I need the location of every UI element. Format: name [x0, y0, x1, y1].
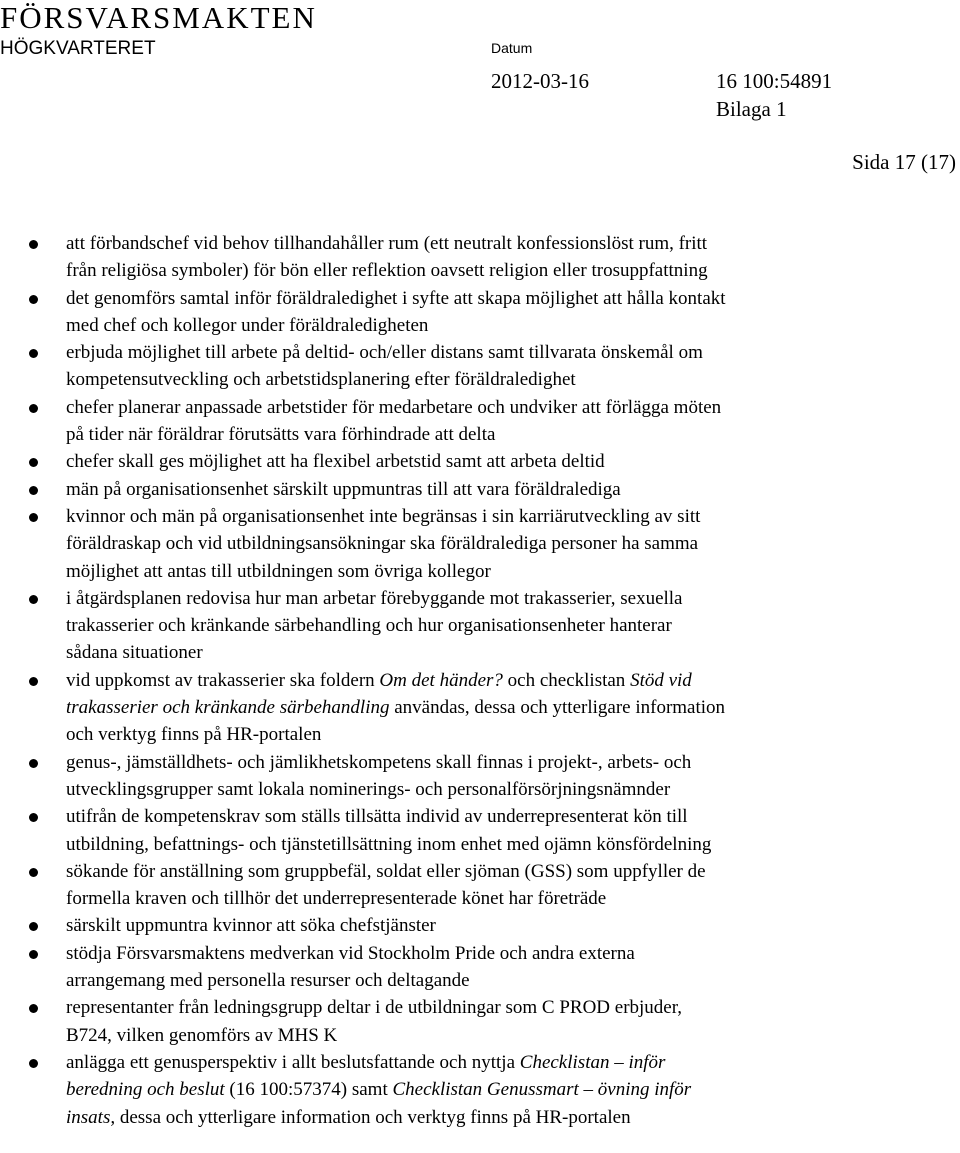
list-item-line	[66, 1104, 960, 1131]
list-item-line	[66, 940, 960, 967]
italic-text: insats,	[66, 1106, 116, 1128]
list-item-line	[66, 558, 960, 585]
text-run: kompetensutveckling och arbetstidsplanering efter föräldraledighet	[66, 369, 576, 391]
list-item-line	[66, 831, 960, 858]
bullet-icon	[29, 349, 38, 358]
text-run: B724, vilken genomförs av MHS K	[66, 1024, 338, 1046]
text-run: utvecklingsgrupper samt lokala nominerings- och personalförsörjningsnämnder	[66, 778, 671, 800]
text-run: från religiösa symboler) för bön eller reflektion oavsett religion eller trosuppfattning	[66, 260, 708, 282]
list-item-line	[66, 639, 960, 666]
list-item	[0, 394, 960, 449]
text-run: män på organisationsenhet särskilt uppmuntras till att vara föräldralediga	[66, 478, 621, 500]
text-run: utifrån de kompetenskrav som ställs tillsätta individ av underrepresenterat kön till	[66, 806, 688, 828]
document-date: 2012-03-16	[491, 69, 589, 93]
italic-text: Stöd vid	[630, 669, 692, 691]
list-item	[0, 667, 960, 749]
list-item	[0, 858, 960, 913]
list-item-line	[66, 667, 960, 694]
text-run: formella kraven och tillhör det underrepresenterade könet har företräde	[66, 888, 607, 910]
bullet-icon	[29, 240, 38, 249]
text-run: sökande för anställning som gruppbefäl, soldat eller sjöman (GSS) som uppfyller de	[66, 860, 706, 882]
bullet-icon	[29, 677, 38, 686]
text-run: föräldraskap och vid utbildningsansökningar ska föräldralediga personer ha samma	[66, 533, 699, 555]
list-item	[0, 285, 960, 340]
text-run: i åtgärdsplanen redovisa hur man arbetar förebyggande mot trakasserier, sexuella	[66, 587, 683, 609]
bullet-icon	[29, 458, 38, 467]
list-item	[0, 749, 960, 804]
italic-text: Checklistan – inför	[519, 1051, 666, 1073]
list-item-line	[66, 366, 960, 393]
text-run: trakasserier och kränkande särbehandling och hur organisationsenheter hanterar	[66, 615, 672, 637]
list-item-line	[66, 721, 960, 748]
text-run: användas, dessa och ytterligare information	[389, 697, 726, 719]
list-item-line	[66, 885, 960, 912]
list-item-line	[66, 803, 960, 830]
text-run: arrangemang med personella resurser och deltagande	[66, 970, 470, 992]
bullet-icon	[29, 513, 38, 522]
list-item-line	[66, 503, 960, 530]
text-run: särskilt uppmuntra kvinnor att söka chefstjänster	[66, 915, 436, 937]
list-item-line	[66, 285, 960, 312]
list-item	[0, 803, 960, 858]
bullet-list	[0, 230, 960, 1131]
list-item-line	[66, 257, 960, 284]
italic-text: Checklistan Genussmart – övning inför	[392, 1079, 692, 1101]
list-item-line	[66, 1049, 960, 1076]
list-item-line	[66, 612, 960, 639]
list-item-line	[66, 1022, 960, 1049]
page-number: Sida 17 (17)	[852, 150, 956, 174]
bullet-icon	[29, 1004, 38, 1013]
bullet-icon	[29, 813, 38, 822]
text-run: chefer planerar anpassade arbetstider för medarbetare och undviker att förlägga möten	[66, 396, 722, 418]
text-run: på tider när föräldrar förutsätts vara förhindrade att delta	[66, 424, 496, 446]
text-run: möjlighet att antas till utbildningen som övriga kollegor	[66, 560, 491, 582]
list-item-line	[66, 530, 960, 557]
bullet-icon	[29, 950, 38, 959]
bullet-icon	[29, 759, 38, 768]
list-item-line	[66, 912, 960, 939]
unit-name: HÖGKVARTERET	[0, 38, 156, 59]
text-run: utbildning, befattnings- och tjänstetillsättning inom enhet med ojämn könsfördelning	[66, 833, 712, 855]
list-item	[0, 230, 960, 285]
list-item-line	[66, 776, 960, 803]
bullet-icon	[29, 404, 38, 413]
list-item	[0, 339, 960, 394]
list-item	[0, 448, 960, 475]
list-item	[0, 940, 960, 995]
list-item-line	[66, 585, 960, 612]
list-item	[0, 912, 960, 939]
text-run: chefer skall ges möjlighet att ha flexibel arbetstid samt att arbeta deltid	[66, 451, 605, 473]
text-run: att förbandschef vid behov tillhandahåller rum (ett neutralt konfessionslöst rum, fritt	[66, 233, 708, 254]
bullet-icon	[29, 486, 38, 495]
text-run: stödja Försvarsmaktens medverkan vid Stockholm Pride och andra externa	[66, 942, 635, 964]
list-item-line	[66, 858, 960, 885]
list-item-line	[66, 394, 960, 421]
list-item-line	[66, 312, 960, 339]
italic-text: Om det händer?	[379, 669, 503, 691]
text-run: dessa och ytterligare information och verktyg finns på HR-portalen	[115, 1106, 631, 1128]
bullet-icon	[29, 295, 38, 304]
text-run: (16 100:57374) samt	[224, 1079, 393, 1101]
list-item-line	[66, 749, 960, 776]
text-run: det genomförs samtal inför föräldraledighet i syfte att skapa möjlighet att hålla kontakt	[66, 287, 726, 309]
text-run: kvinnor och män på organisationsenhet inte begränsas i sin karriärutveckling av sitt	[66, 505, 701, 527]
text-run: genus-, jämställdhets- och jämlikhetskompetens skall finnas i projekt-, arbets- och	[66, 751, 692, 773]
list-item-line	[66, 421, 960, 448]
list-item-line	[66, 694, 960, 721]
text-run: vid uppkomst av trakasserier ska foldern	[66, 669, 380, 691]
list-item-line	[66, 1076, 960, 1103]
list-item	[0, 994, 960, 1049]
text-run: sådana situationer	[66, 642, 203, 664]
text-run: anlägga ett genusperspektiv i allt beslutsfattande och nyttja	[66, 1051, 520, 1073]
bullet-icon	[29, 868, 38, 877]
text-run: erbjuda möjlighet till arbete på deltid- och/eller distans samt tillvarata önskemål om	[66, 342, 703, 364]
date-label: Datum	[491, 40, 533, 56]
list-item-line	[66, 967, 960, 994]
list-item	[0, 503, 960, 585]
list-item	[0, 1049, 960, 1131]
bullet-icon	[29, 922, 38, 931]
list-item-line	[66, 448, 960, 475]
attachment-label: Bilaga 1	[716, 97, 787, 121]
list-item	[0, 476, 960, 503]
list-item-line	[66, 994, 960, 1021]
text-run: och verktyg finns på HR-portalen	[66, 724, 322, 746]
organization-name: FÖRSVARSMAKTEN	[0, 0, 317, 35]
list-item-line	[66, 476, 960, 503]
text-run: representanter från ledningsgrupp deltar i de utbildningar som C PROD erbjuder,	[66, 997, 683, 1019]
italic-text: beredning och beslut	[66, 1079, 225, 1101]
text-run: och checklistan	[502, 669, 631, 691]
bullet-icon	[29, 595, 38, 604]
list-item-line	[66, 230, 960, 257]
italic-text: trakasserier och kränkande särbehandling	[66, 697, 390, 719]
document-reference: 16 100:54891	[716, 69, 833, 93]
list-item	[0, 585, 960, 667]
text-run: med chef och kollegor under föräldraledigheten	[66, 314, 429, 336]
bullet-icon	[29, 1059, 38, 1068]
list-item-line	[66, 339, 960, 366]
